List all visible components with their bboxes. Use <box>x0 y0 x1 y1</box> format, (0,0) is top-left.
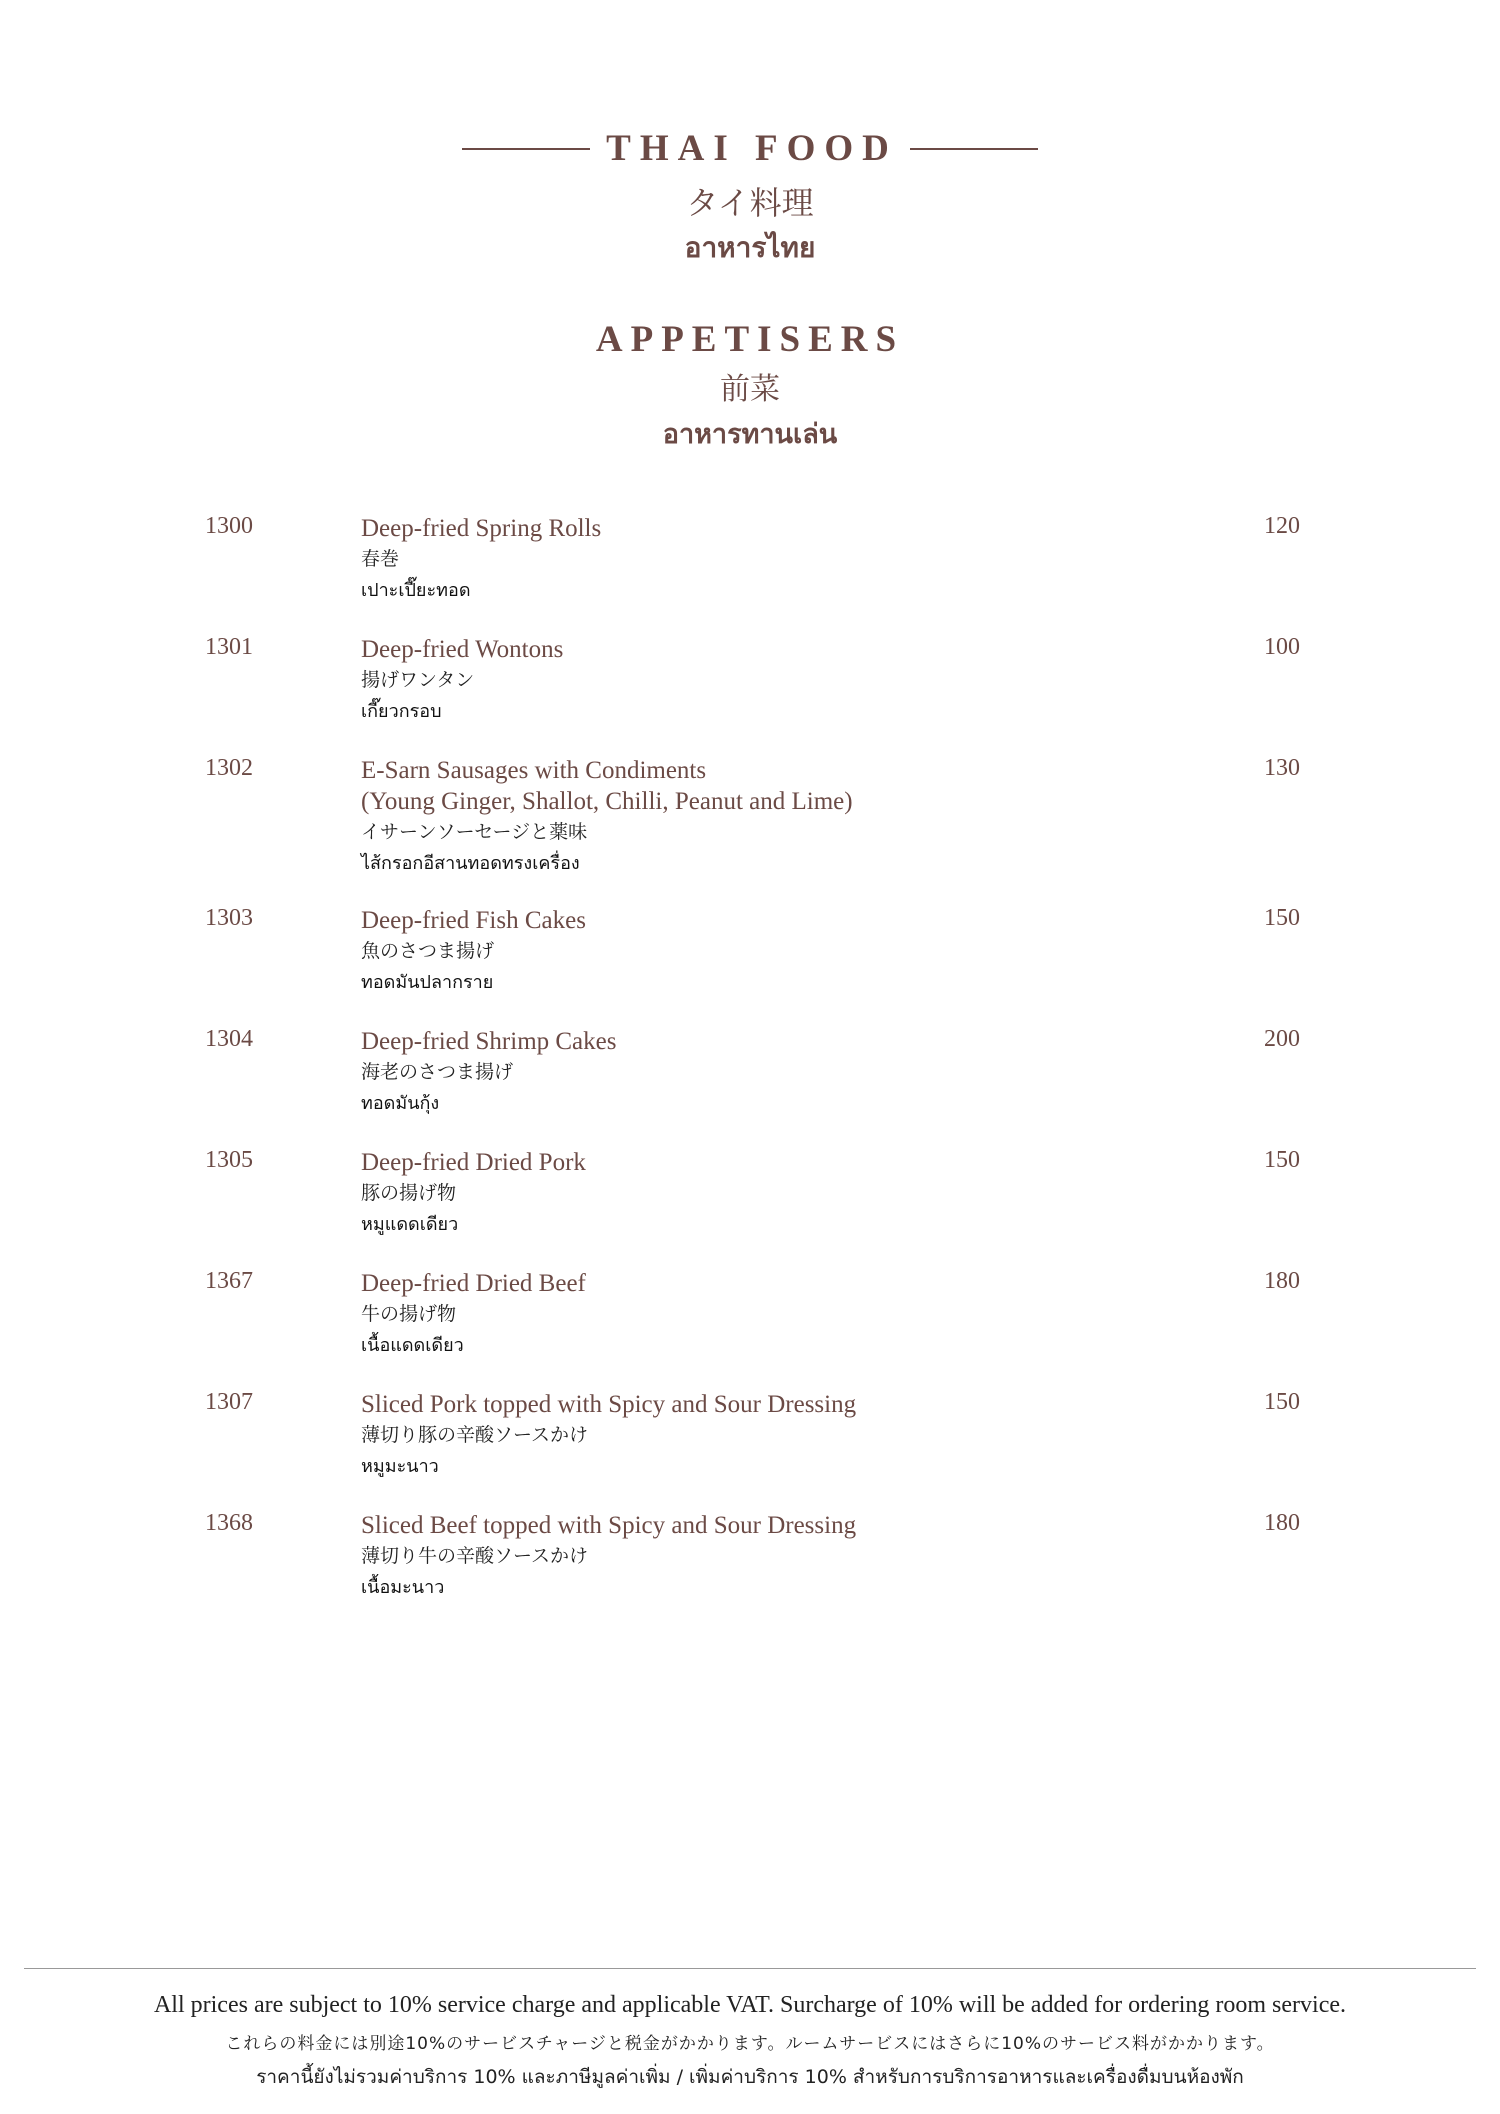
item-name-en: Deep-fried Shrimp Cakes <box>361 1028 617 1055</box>
item-description <box>361 1268 1221 1361</box>
menu-list <box>0 513 1500 1631</box>
item-price: 150 <box>1264 1389 1300 1415</box>
item-name-th: หมูมะนาว <box>361 1456 439 1477</box>
item-price: 100 <box>1264 634 1300 660</box>
item-price: 150 <box>1264 1147 1300 1173</box>
item-name-en: Deep-fried Dried Beef <box>361 1270 586 1297</box>
item-code: 1307 <box>205 1389 253 1415</box>
item-name-en: E-Sarn Sausages with Condiments <box>361 757 707 784</box>
menu-item <box>0 1268 1500 1389</box>
menu-title-ja: タイ料理 <box>686 184 814 222</box>
item-price: 130 <box>1264 755 1300 781</box>
menu-item <box>0 513 1500 634</box>
item-name-en: Deep-fried Wontons <box>361 636 564 663</box>
item-name-th: ทอดมันปลากราย <box>361 972 494 993</box>
menu-item <box>0 755 1500 905</box>
item-description <box>361 755 1221 879</box>
item-code: 1301 <box>205 634 253 660</box>
item-price: 200 <box>1264 1026 1300 1052</box>
item-description <box>361 1389 1221 1482</box>
title-rule-right <box>910 148 1038 150</box>
item-price: 180 <box>1264 1268 1300 1294</box>
item-name-ja: 豚の揚げ物 <box>361 1182 457 1204</box>
item-price: 150 <box>1264 905 1300 931</box>
footer-note-th: ราคานี้ยังไม่รวมค่าบริการ 10% และภาษีมูลค่าเพิ่ม / เพิ่มค่าบริการ 10% สำหรับการบริการอาหารและเครื่องดื่มบนห้องพัก <box>256 2066 1244 2088</box>
title-row <box>0 130 1500 167</box>
item-name-th: ไส้กรอกอีสานทอดทรงเครื่อง <box>361 853 580 874</box>
item-code: 1304 <box>205 1026 253 1052</box>
footer-divider <box>24 1968 1476 1969</box>
item-code: 1305 <box>205 1147 253 1173</box>
footer-note-ja: これらの料金には別途10%のサービスチャージと税金がかかります。ルームサービスにはさらに10%のサービス料がかかります。 <box>225 2034 1275 2054</box>
item-name-th: เปาะเปี๊ยะทอด <box>361 580 471 601</box>
item-code: 1302 <box>205 755 253 781</box>
menu-item <box>0 1026 1500 1147</box>
item-description <box>361 513 1221 606</box>
item-name-th: เกี๊ยวกรอบ <box>361 701 442 722</box>
menu-item <box>0 1147 1500 1268</box>
item-description <box>361 905 1221 998</box>
item-name-en: Deep-fried Fish Cakes <box>361 907 586 934</box>
menu-item <box>0 905 1500 1026</box>
item-name-ja: 魚のさつま揚げ <box>361 940 495 962</box>
section-title-en: APPETISERS <box>595 319 905 360</box>
item-name-en: Sliced Pork topped with Spicy and Sour Dressing <box>361 1391 857 1418</box>
menu-title-th: อาหารไทย <box>684 231 816 264</box>
menu-item <box>0 634 1500 755</box>
item-code: 1303 <box>205 905 253 931</box>
item-name-ja: 春巻 <box>361 548 400 570</box>
item-description <box>361 1026 1221 1119</box>
item-name-en: Sliced Beef topped with Spicy and Sour Dressing <box>361 1512 857 1539</box>
item-name-th: หมูแดดเดียว <box>361 1214 459 1235</box>
item-name-ja: イサーンソーセージと薬味 <box>361 821 588 843</box>
title-rule-left <box>462 148 590 150</box>
item-name-en-detail: (Young Ginger, Shallot, Chilli, Peanut and Lime) <box>361 788 853 815</box>
item-name-ja: 薄切り豚の辛酸ソースかけ <box>361 1424 589 1446</box>
menu-item <box>0 1510 1500 1631</box>
section-title-th: อาหารทานเล่น <box>662 419 838 450</box>
item-description <box>361 1147 1221 1240</box>
item-name-en: Deep-fried Spring Rolls <box>361 515 602 542</box>
item-name-en: Deep-fried Dried Pork <box>361 1149 586 1176</box>
item-name-th: เนื้อมะนาว <box>361 1577 445 1598</box>
item-price: 180 <box>1264 1510 1300 1536</box>
item-name-th: เนื้อแดดเดียว <box>361 1335 464 1356</box>
item-code: 1300 <box>205 513 253 539</box>
item-name-ja: 海老のさつま揚げ <box>361 1061 514 1083</box>
footer-note-en: All prices are subject to 10% service charge and applicable VAT. Surcharge of 10% will be added for ordering room service. <box>153 1992 1347 2018</box>
item-price: 120 <box>1264 513 1300 539</box>
item-code: 1368 <box>205 1510 253 1536</box>
item-description <box>361 1510 1221 1603</box>
menu-title-en: THAI FOOD <box>606 128 898 169</box>
item-description <box>361 634 1221 727</box>
item-name-ja: 薄切り牛の辛酸ソースかけ <box>361 1545 589 1567</box>
menu-item <box>0 1389 1500 1510</box>
item-name-th: ทอดมันกุ้ง <box>361 1093 440 1114</box>
item-name-ja: 牛の揚げ物 <box>361 1303 457 1325</box>
section-title-ja: 前菜 <box>720 372 780 407</box>
item-code: 1367 <box>205 1268 253 1294</box>
item-name-ja: 揚げワンタン <box>361 669 475 691</box>
